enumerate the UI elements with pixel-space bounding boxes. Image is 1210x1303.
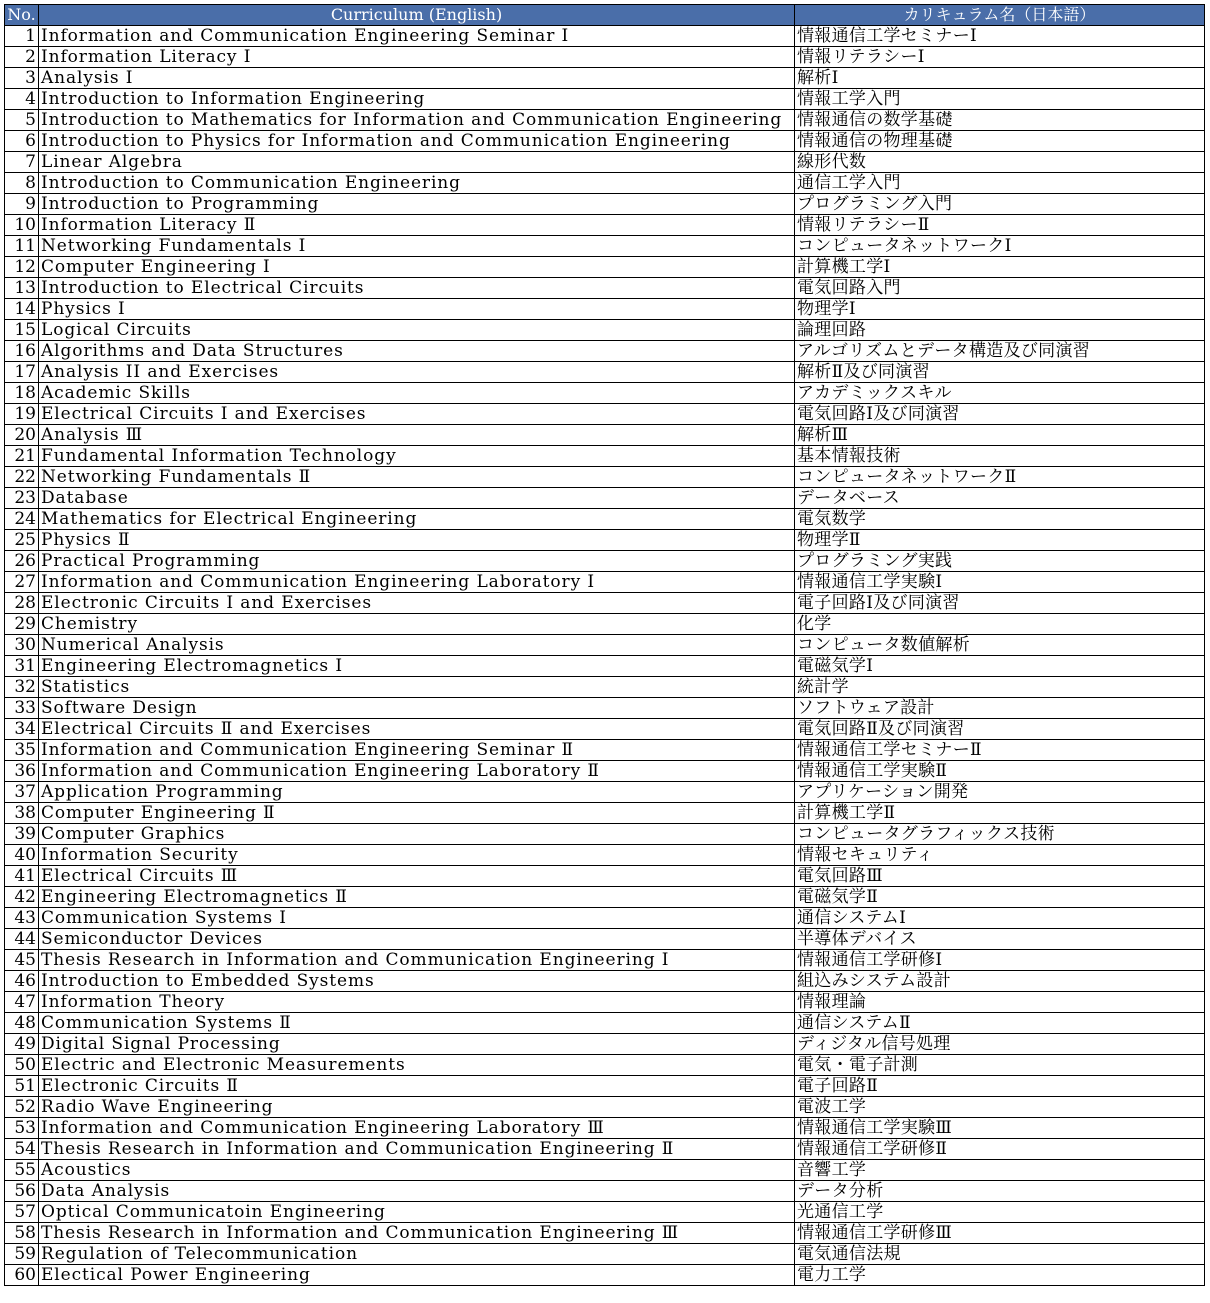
- table-row: [5, 446, 1205, 467]
- course-name-english: Electrical Circuits Ⅰ and Exercises: [39, 404, 795, 425]
- table-row: [5, 1202, 1205, 1223]
- table-row: [5, 635, 1205, 656]
- row-number: 53: [5, 1118, 39, 1139]
- row-number: 16: [5, 341, 39, 362]
- table-row: [5, 551, 1205, 572]
- table-row: [5, 698, 1205, 719]
- table-row: [5, 530, 1205, 551]
- course-name-english: Introduction to Programming: [39, 194, 795, 215]
- course-name-english: Information and Communication Engineering Seminar Ⅰ: [39, 26, 795, 47]
- table-row: [5, 131, 1205, 152]
- row-number: 19: [5, 404, 39, 425]
- row-number: 6: [5, 131, 39, 152]
- row-number: 55: [5, 1160, 39, 1181]
- course-name-japanese: ソフトウェア設計: [795, 698, 1205, 719]
- course-name-japanese: 統計学: [795, 677, 1205, 698]
- course-name-japanese: 論理回路: [795, 320, 1205, 341]
- table-row: [5, 593, 1205, 614]
- row-number: 42: [5, 887, 39, 908]
- course-name-english: Thesis Research in Information and Communication Engineering Ⅱ: [39, 1139, 795, 1160]
- row-number: 31: [5, 656, 39, 677]
- row-number: 50: [5, 1055, 39, 1076]
- course-name-english: Fundamental Information Technology: [39, 446, 795, 467]
- course-name-japanese: アカデミックスキル: [795, 383, 1205, 404]
- course-name-english: Computer Engineering Ⅰ: [39, 257, 795, 278]
- course-name-english: Computer Graphics: [39, 824, 795, 845]
- table-row: [5, 152, 1205, 173]
- course-name-japanese: 情報通信工学実験Ⅲ: [795, 1118, 1205, 1139]
- course-name-japanese: 情報通信工学実験Ⅱ: [795, 761, 1205, 782]
- table-row: [5, 866, 1205, 887]
- course-name-japanese: 通信工学入門: [795, 173, 1205, 194]
- row-number: 30: [5, 635, 39, 656]
- table-row: [5, 320, 1205, 341]
- table-row: [5, 845, 1205, 866]
- row-number: 46: [5, 971, 39, 992]
- table-row: [5, 719, 1205, 740]
- table-row: [5, 236, 1205, 257]
- row-number: 8: [5, 173, 39, 194]
- course-name-english: Communication Systems Ⅱ: [39, 1013, 795, 1034]
- table-row: [5, 509, 1205, 530]
- table-row: [5, 971, 1205, 992]
- header-row: [5, 5, 1205, 26]
- course-name-japanese: 通信システムⅡ: [795, 1013, 1205, 1034]
- course-name-japanese: 電気通信法規: [795, 1244, 1205, 1265]
- table-row: [5, 656, 1205, 677]
- course-name-japanese: 電気回路Ⅱ及び同演習: [795, 719, 1205, 740]
- course-name-japanese: 線形代数: [795, 152, 1205, 173]
- course-name-japanese: 光通信工学: [795, 1202, 1205, 1223]
- row-number: 29: [5, 614, 39, 635]
- course-name-japanese: 情報通信工学研修Ⅱ: [795, 1139, 1205, 1160]
- course-name-japanese: コンピュータネットワークⅡ: [795, 467, 1205, 488]
- table-row: [5, 1013, 1205, 1034]
- course-name-japanese: 情報理論: [795, 992, 1205, 1013]
- row-number: 33: [5, 698, 39, 719]
- course-name-english: Introduction to Information Engineering: [39, 89, 795, 110]
- table-row: [5, 572, 1205, 593]
- table-row: [5, 257, 1205, 278]
- course-name-japanese: 情報工学入門: [795, 89, 1205, 110]
- table-row: [5, 278, 1205, 299]
- table-row: [5, 467, 1205, 488]
- course-name-japanese: 情報通信工学研修Ⅰ: [795, 950, 1205, 971]
- course-name-english: Chemistry: [39, 614, 795, 635]
- course-name-english: Information and Communication Engineering Seminar Ⅱ: [39, 740, 795, 761]
- course-name-english: Algorithms and Data Structures: [39, 341, 795, 362]
- course-name-english: Information Security: [39, 845, 795, 866]
- table-row: [5, 1097, 1205, 1118]
- course-name-japanese: プログラミング入門: [795, 194, 1205, 215]
- header-curriculum-english: Curriculum (English): [39, 5, 795, 26]
- table-row: [5, 614, 1205, 635]
- course-name-japanese: 電気回路Ⅰ及び同演習: [795, 404, 1205, 425]
- row-number: 21: [5, 446, 39, 467]
- course-name-japanese: 基本情報技術: [795, 446, 1205, 467]
- table-row: [5, 299, 1205, 320]
- table-row: [5, 992, 1205, 1013]
- row-number: 9: [5, 194, 39, 215]
- table-row: [5, 1034, 1205, 1055]
- row-number: 49: [5, 1034, 39, 1055]
- table-row: [5, 89, 1205, 110]
- course-name-japanese: 電気回路Ⅲ: [795, 866, 1205, 887]
- row-number: 54: [5, 1139, 39, 1160]
- row-number: 2: [5, 47, 39, 68]
- course-name-japanese: 情報セキュリティ: [795, 845, 1205, 866]
- row-number: 40: [5, 845, 39, 866]
- table-row: [5, 1076, 1205, 1097]
- course-name-english: Software Design: [39, 698, 795, 719]
- course-name-english: Practical Programming: [39, 551, 795, 572]
- course-name-english: Acoustics: [39, 1160, 795, 1181]
- table-row: [5, 488, 1205, 509]
- row-number: 12: [5, 257, 39, 278]
- course-name-english: Information Literacy Ⅰ: [39, 47, 795, 68]
- course-name-english: Electical Power Engineering: [39, 1265, 795, 1286]
- row-number: 58: [5, 1223, 39, 1244]
- table-row: [5, 677, 1205, 698]
- row-number: 7: [5, 152, 39, 173]
- course-name-japanese: 情報通信工学セミナーⅠ: [795, 26, 1205, 47]
- course-name-english: Linear Algebra: [39, 152, 795, 173]
- table-row: [5, 68, 1205, 89]
- row-number: 60: [5, 1265, 39, 1286]
- row-number: 39: [5, 824, 39, 845]
- course-name-japanese: 情報リテラシーⅡ: [795, 215, 1205, 236]
- course-name-english: Analysis II and Exercises: [39, 362, 795, 383]
- course-name-english: Information and Communication Engineering Laboratory Ⅲ: [39, 1118, 795, 1139]
- course-name-english: Networking Fundamentals Ⅰ: [39, 236, 795, 257]
- row-number: 43: [5, 908, 39, 929]
- course-name-japanese: コンピュータグラフィックス技術: [795, 824, 1205, 845]
- course-name-english: Database: [39, 488, 795, 509]
- course-name-japanese: 情報通信の数学基礎: [795, 110, 1205, 131]
- course-name-english: Thesis Research in Information and Communication Engineering Ⅰ: [39, 950, 795, 971]
- course-name-japanese: コンピュータネットワークⅠ: [795, 236, 1205, 257]
- course-name-japanese: 半導体デバイス: [795, 929, 1205, 950]
- row-number: 48: [5, 1013, 39, 1034]
- curriculum-table: [4, 4, 1205, 1286]
- course-name-english: Academic Skills: [39, 383, 795, 404]
- course-name-english: Introduction to Electrical Circuits: [39, 278, 795, 299]
- table-row: [5, 215, 1205, 236]
- row-number: 26: [5, 551, 39, 572]
- table-row: [5, 1139, 1205, 1160]
- row-number: 14: [5, 299, 39, 320]
- course-name-japanese: 情報通信工学セミナーⅡ: [795, 740, 1205, 761]
- course-name-japanese: 電子回路Ⅰ及び同演習: [795, 593, 1205, 614]
- course-name-japanese: 解析Ⅰ: [795, 68, 1205, 89]
- table-row: [5, 803, 1205, 824]
- row-number: 22: [5, 467, 39, 488]
- course-name-english: Information Theory: [39, 992, 795, 1013]
- course-name-japanese: 電力工学: [795, 1265, 1205, 1286]
- course-name-english: Information and Communication Engineering Laboratory Ⅰ: [39, 572, 795, 593]
- row-number: 38: [5, 803, 39, 824]
- course-name-english: Information and Communication Engineering Laboratory Ⅱ: [39, 761, 795, 782]
- table-row: [5, 824, 1205, 845]
- row-number: 47: [5, 992, 39, 1013]
- table-row: [5, 740, 1205, 761]
- row-number: 34: [5, 719, 39, 740]
- course-name-japanese: 電気数学: [795, 509, 1205, 530]
- row-number: 59: [5, 1244, 39, 1265]
- course-name-japanese: 情報通信工学研修Ⅲ: [795, 1223, 1205, 1244]
- course-name-japanese: 計算機工学Ⅱ: [795, 803, 1205, 824]
- course-name-japanese: 情報通信工学実験Ⅰ: [795, 572, 1205, 593]
- table-row: [5, 1055, 1205, 1076]
- course-name-english: Information Literacy Ⅱ: [39, 215, 795, 236]
- course-name-english: Electrical Circuits Ⅱ and Exercises: [39, 719, 795, 740]
- row-number: 5: [5, 110, 39, 131]
- row-number: 15: [5, 320, 39, 341]
- course-name-japanese: 組込みシステム設計: [795, 971, 1205, 992]
- course-name-english: Thesis Research in Information and Communication Engineering Ⅲ: [39, 1223, 795, 1244]
- course-name-japanese: 電子回路Ⅱ: [795, 1076, 1205, 1097]
- course-name-english: Electric and Electronic Measurements: [39, 1055, 795, 1076]
- row-number: 52: [5, 1097, 39, 1118]
- table-row: [5, 887, 1205, 908]
- course-name-english: Physics Ⅱ: [39, 530, 795, 551]
- table-row: [5, 761, 1205, 782]
- course-name-english: Introduction to Embedded Systems: [39, 971, 795, 992]
- course-name-japanese: 電波工学: [795, 1097, 1205, 1118]
- table-row: [5, 404, 1205, 425]
- course-name-japanese: プログラミング実践: [795, 551, 1205, 572]
- course-name-english: Introduction to Mathematics for Information and Communication Engineering: [39, 110, 795, 131]
- course-name-japanese: 電磁気学Ⅱ: [795, 887, 1205, 908]
- row-number: 44: [5, 929, 39, 950]
- header-curriculum-japanese: カリキュラム名（日本語）: [795, 5, 1205, 26]
- table-row: [5, 1244, 1205, 1265]
- course-name-english: Regulation of Telecommunication: [39, 1244, 795, 1265]
- course-name-english: Electronic Circuits Ⅰ and Exercises: [39, 593, 795, 614]
- course-name-japanese: 情報通信の物理基礎: [795, 131, 1205, 152]
- row-number: 23: [5, 488, 39, 509]
- course-name-english: Computer Engineering Ⅱ: [39, 803, 795, 824]
- table-row: [5, 782, 1205, 803]
- table-row: [5, 362, 1205, 383]
- course-name-japanese: 電磁気学Ⅰ: [795, 656, 1205, 677]
- course-name-english: Networking Fundamentals Ⅱ: [39, 467, 795, 488]
- table-row: [5, 1118, 1205, 1139]
- row-number: 10: [5, 215, 39, 236]
- course-name-japanese: 物理学Ⅰ: [795, 299, 1205, 320]
- course-name-japanese: 通信システムⅠ: [795, 908, 1205, 929]
- course-name-english: Mathematics for Electrical Engineering: [39, 509, 795, 530]
- course-name-japanese: 音響工学: [795, 1160, 1205, 1181]
- table-row: [5, 950, 1205, 971]
- course-name-english: Physics Ⅰ: [39, 299, 795, 320]
- table-row: [5, 173, 1205, 194]
- course-name-english: Radio Wave Engineering: [39, 1097, 795, 1118]
- course-name-japanese: アルゴリズムとデータ構造及び同演習: [795, 341, 1205, 362]
- course-name-japanese: コンピュータ数値解析: [795, 635, 1205, 656]
- table-row: [5, 26, 1205, 47]
- row-number: 56: [5, 1181, 39, 1202]
- table-row: [5, 1265, 1205, 1286]
- course-name-english: Analysis Ⅰ: [39, 68, 795, 89]
- course-name-english: Introduction to Communication Engineering: [39, 173, 795, 194]
- header-no: No.: [5, 5, 39, 26]
- table-row: [5, 929, 1205, 950]
- table-row: [5, 1160, 1205, 1181]
- table-row: [5, 341, 1205, 362]
- row-number: 36: [5, 761, 39, 782]
- row-number: 4: [5, 89, 39, 110]
- row-number: 27: [5, 572, 39, 593]
- course-name-japanese: 電気回路入門: [795, 278, 1205, 299]
- course-name-english: Electrical Circuits Ⅲ: [39, 866, 795, 887]
- course-name-english: Introduction to Physics for Information and Communication Engineering: [39, 131, 795, 152]
- course-name-japanese: 物理学Ⅱ: [795, 530, 1205, 551]
- row-number: 32: [5, 677, 39, 698]
- course-name-english: Analysis Ⅲ: [39, 425, 795, 446]
- row-number: 18: [5, 383, 39, 404]
- course-name-japanese: 電気・電子計測: [795, 1055, 1205, 1076]
- row-number: 35: [5, 740, 39, 761]
- course-name-english: Statistics: [39, 677, 795, 698]
- row-number: 25: [5, 530, 39, 551]
- row-number: 41: [5, 866, 39, 887]
- course-name-english: Engineering Electromagnetics Ⅰ: [39, 656, 795, 677]
- row-number: 24: [5, 509, 39, 530]
- course-name-japanese: ディジタル信号処理: [795, 1034, 1205, 1055]
- course-name-japanese: 化学: [795, 614, 1205, 635]
- course-name-english: Data Analysis: [39, 1181, 795, 1202]
- course-name-japanese: 解析Ⅲ: [795, 425, 1205, 446]
- table-row: [5, 110, 1205, 131]
- course-name-japanese: アプリケーション開発: [795, 782, 1205, 803]
- row-number: 1: [5, 26, 39, 47]
- row-number: 11: [5, 236, 39, 257]
- course-name-japanese: 計算機工学Ⅰ: [795, 257, 1205, 278]
- course-name-english: Electronic Circuits Ⅱ: [39, 1076, 795, 1097]
- course-name-english: Logical Circuits: [39, 320, 795, 341]
- course-name-japanese: データベース: [795, 488, 1205, 509]
- course-name-english: Numerical Analysis: [39, 635, 795, 656]
- row-number: 37: [5, 782, 39, 803]
- course-name-japanese: データ分析: [795, 1181, 1205, 1202]
- course-name-english: Engineering Electromagnetics Ⅱ: [39, 887, 795, 908]
- row-number: 51: [5, 1076, 39, 1097]
- row-number: 13: [5, 278, 39, 299]
- table-row: [5, 1181, 1205, 1202]
- table-row: [5, 47, 1205, 68]
- table-row: [5, 908, 1205, 929]
- table-row: [5, 425, 1205, 446]
- course-name-japanese: 情報リテラシーⅠ: [795, 47, 1205, 68]
- course-name-english: Semiconductor Devices: [39, 929, 795, 950]
- course-name-english: Digital Signal Processing: [39, 1034, 795, 1055]
- table-row: [5, 383, 1205, 404]
- table-row: [5, 1223, 1205, 1244]
- row-number: 20: [5, 425, 39, 446]
- row-number: 28: [5, 593, 39, 614]
- table-body: [5, 26, 1205, 1286]
- row-number: 57: [5, 1202, 39, 1223]
- row-number: 45: [5, 950, 39, 971]
- table-row: [5, 194, 1205, 215]
- course-name-japanese: 解析Ⅱ及び同演習: [795, 362, 1205, 383]
- course-name-english: Application Programming: [39, 782, 795, 803]
- course-name-english: Communication Systems Ⅰ: [39, 908, 795, 929]
- row-number: 17: [5, 362, 39, 383]
- course-name-english: Optical Communicatoin Engineering: [39, 1202, 795, 1223]
- row-number: 3: [5, 68, 39, 89]
